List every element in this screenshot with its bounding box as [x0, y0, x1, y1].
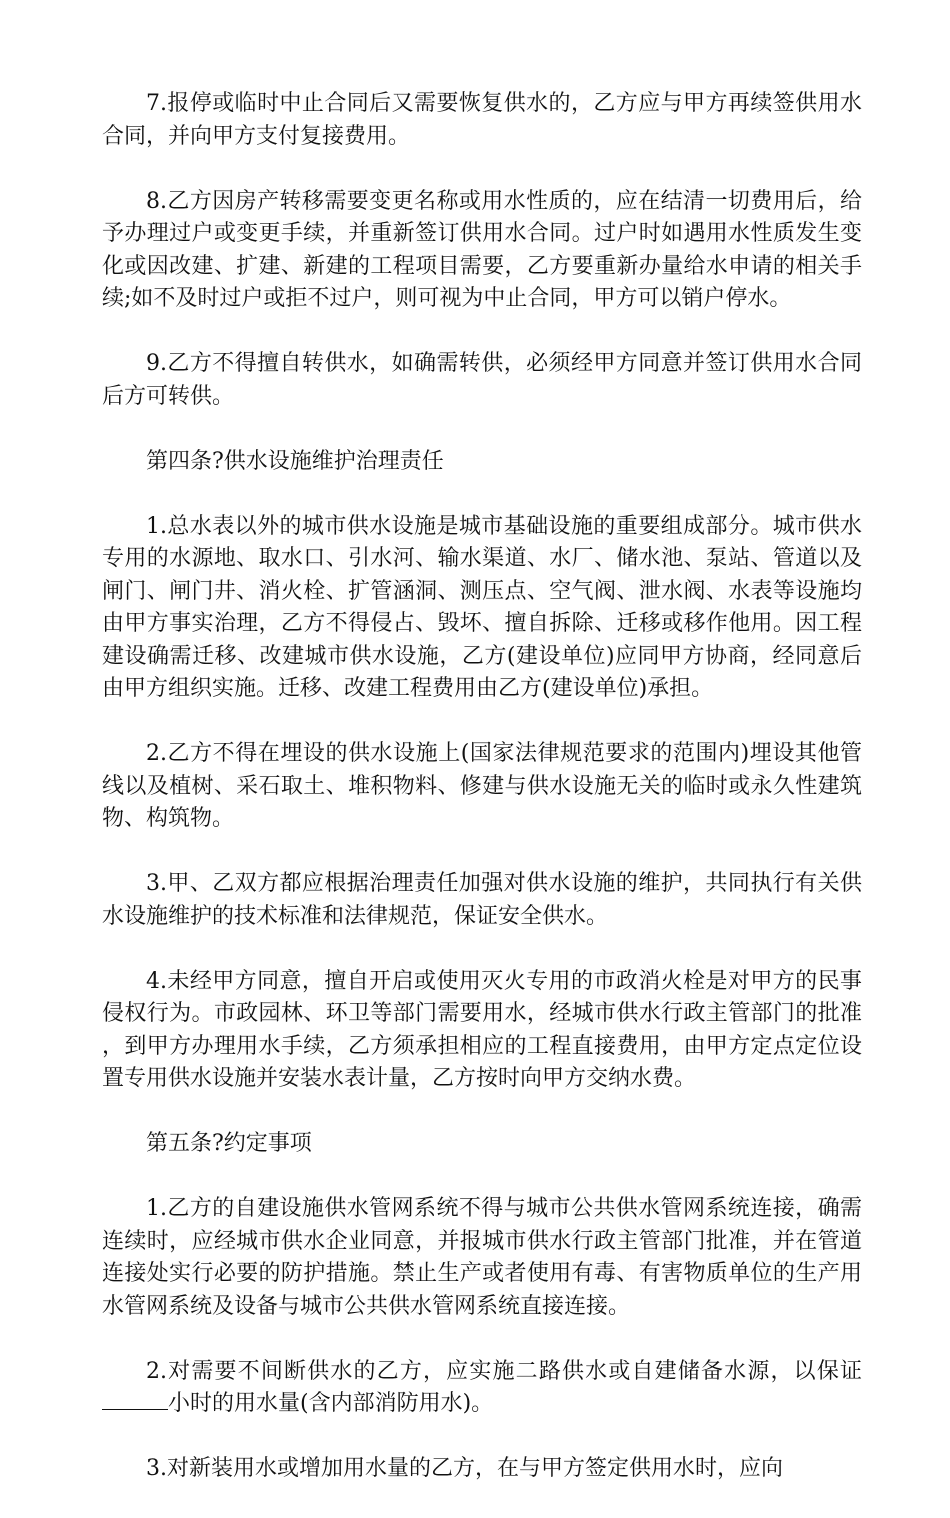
article-5-item-2-text-b: 小时的用水量(含内部消防用水)。: [168, 1391, 494, 1416]
article-5-item-2: [102, 1356, 862, 1421]
article-4-item-1: 1.总水表以外的城市供水设施是城市基础设施的重要组成部分。城市供水专用的水源地、取水口、引水河、输水渠道、水厂、储水池、泵站、管道以及闸门、闸门井、消火栓、扩管涵洞、测压点、空气阀、泄水阀、水表等设施均由甲方事实治理，乙方不得侵占、毁坏、擅自拆除、迁移或移作他用。因工程建设确需迁移、改建城市供水设施，乙方(建设单位)应同甲方协商，经同意后由甲方组织实施。迁移、改建工程费用由乙方(建设单位)承担。: [102, 513, 862, 701]
article-5-item-2-text-a: 2.对需要不间断供水的乙方，应实施二路供水或自建储备水源，以保证: [146, 1358, 862, 1384]
article-4-item-4: 4.未经甲方同意，擅自开启或使用灭火专用的市政消火栓是对甲方的民事侵权行为。市政园林、环卫等部门需要用水，经城市供水行政主管部门的批准，到甲方办理用水手续，乙方须承担相应的工程直接费用，由甲方定点定位设置专用供水设施并安装水表计量，乙方按时向甲方交纳水费。: [102, 968, 862, 1091]
clause-3-item-9: 9.乙方不得擅自转供水，如确需转供，必须经甲方同意并签订供用水合同后方可转供。: [102, 351, 862, 409]
document-page: [102, 88, 862, 1518]
article-5-heading: 第五条?约定事项: [146, 1131, 312, 1156]
clause-3-item-8: 8.乙方因房产转移需要变更名称或用水性质的，应在结清一切费用后，给予办理过户或变更手续，并重新签订供用水合同。过户时如遇用水性质发生变化或因改建、扩建、新建的工程项目需要，乙方要重新办量给水申请的相关手续;如不及时过户或拒不过户，则可视为中止合同，甲方可以销户停水。: [102, 188, 862, 311]
article-5-item-1: 1.乙方的自建设施供水管网系统不得与城市公共供水管网系统连接，确需连续时，应经城市供水企业同意，并报城市供水行政主管部门批准，并在管道连接处实行必要的防护措施。禁止生产或者使用有毒、有害物质单位的生产用水管网系统及设备与城市公共供水管网系统直接连接。: [102, 1196, 862, 1319]
article-5-item-3: 3.对新装用水或增加用水量的乙方，在与甲方签定供用水时，应向: [146, 1456, 783, 1481]
clause-3-item-7: 7.报停或临时中止合同后又需要恢复供水的，乙方应与甲方再续签供用水合同，并向甲方支付复接费用。: [102, 91, 862, 149]
fill-in-blank-hours: [102, 1389, 168, 1410]
article-4-item-3: 3.甲、乙双方都应根据治理责任加强对供水设施的维护，共同执行有关供水设施维护的技术标准和法律规范，保证安全供水。: [102, 871, 862, 929]
article-4-heading: 第四条?供水设施维护治理责任: [146, 448, 444, 474]
article-4-item-2: 2.乙方不得在埋设的供水设施上(国家法律规范要求的范围内)埋设其他管线以及植树、采石取土、堆积物料、修建与供水设施无关的临时或永久性建筑物、构筑物。: [102, 741, 862, 831]
